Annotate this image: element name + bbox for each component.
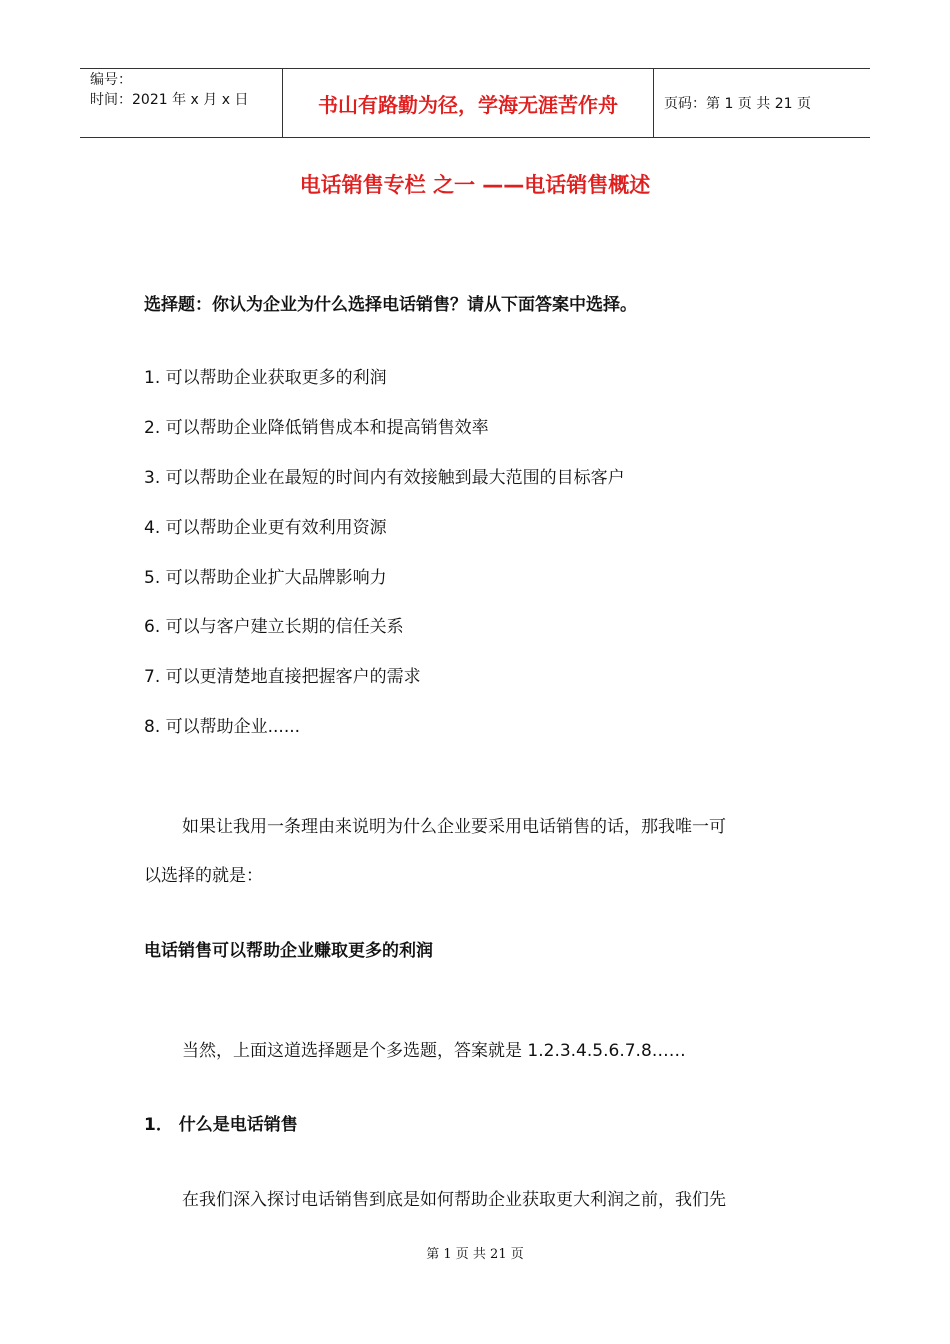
option-item: 3. 可以帮助企业在最短的时间内有效接触到最大范围的目标客户	[144, 468, 625, 488]
header-page-code: 页码：第 1 页 共 21 页	[664, 96, 811, 112]
option-item: 4. 可以帮助企业更有效利用资源	[144, 518, 387, 538]
paragraph-line: 以选择的就是：	[144, 866, 263, 886]
option-item: 7. 可以更清楚地直接把握客户的需求	[144, 667, 421, 687]
option-item: 6. 可以与客户建立长期的信任关系	[144, 617, 404, 637]
document-time-label: 时间：2021 年 x 月 x 日	[90, 92, 249, 108]
paragraph-line: 如果让我用一条理由来说明为什么企业要采用电话销售的话，那我唯一可	[182, 817, 726, 837]
section-heading: 1． 什么是电话销售	[144, 1115, 298, 1135]
header-meta-cell	[80, 69, 282, 137]
paragraph-line: 在我们深入探讨电话销售到底是如何帮助企业获取更大利润之前，我们先	[182, 1190, 726, 1210]
page-footer: 第 1 页 共 21 页	[426, 1247, 524, 1262]
header-motto: 书山有路勤为径，学海无涯苦作舟	[318, 93, 618, 117]
header-motto-cell	[282, 69, 654, 137]
option-item: 2. 可以帮助企业降低销售成本和提高销售效率	[144, 418, 489, 438]
document-title: 电话销售专栏 之一 ——电话销售概述	[299, 173, 651, 197]
option-item: 8. 可以帮助企业......	[144, 717, 301, 737]
question-text: 选择题：你认为企业为什么选择电话销售？请从下面答案中选择。	[144, 295, 637, 315]
option-item: 5. 可以帮助企业扩大品牌影响力	[144, 568, 387, 588]
answer-text: 当然，上面这道选择题是个多选题，答案就是 1.2.3.4.5.6.7.8……	[182, 1041, 686, 1061]
header-page-cell	[654, 69, 870, 137]
option-item: 1. 可以帮助企业获取更多的利润	[144, 368, 387, 388]
document-number-label: 编号：	[90, 72, 132, 88]
document-header	[80, 68, 870, 138]
emphasis-statement: 电话销售可以帮助企业赚取更多的利润	[144, 941, 433, 961]
